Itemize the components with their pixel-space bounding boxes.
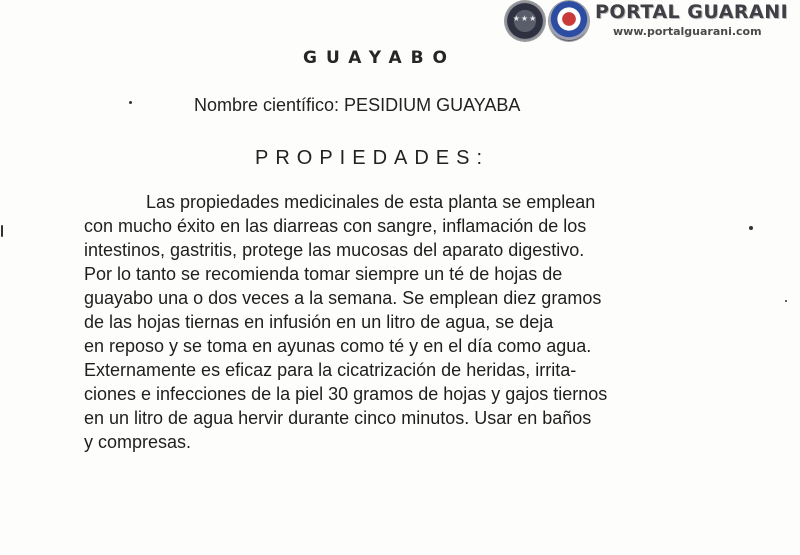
body-line: Por lo tanto se recomienda tomar siempre un té de hojas de (84, 264, 563, 284)
brand-name: PORTAL GUARANI (595, 1, 789, 23)
body-line: ciones e infecciones de la piel 30 gramos de hojas y gajos tiernos (84, 384, 608, 404)
scientific-name: Nombre científico: PESIDIUM GUAYABA (194, 95, 521, 115)
body-line: con mucho éxito en las diarreas con sangre, inflamación de los (84, 216, 587, 236)
body-line: de las hojas tiernas en infusión en un litro de agua, se deja (84, 312, 554, 332)
brand-url: www.portalguarani.com (613, 25, 762, 38)
section-heading: PROPIEDADES: (255, 147, 490, 169)
scan-speck (129, 101, 132, 104)
scan-speck (1, 225, 3, 237)
body-line: Las propiedades medicinales de esta planta se emplean (146, 192, 596, 212)
body-line: en un litro de agua hervir durante cinco minutos. Usar en baños (84, 408, 592, 428)
scan-speck (785, 300, 787, 302)
scan-speck (749, 226, 753, 230)
body-paragraph (84, 190, 704, 454)
seal-emblem-icon (505, 1, 545, 41)
body-line: y compresas. (84, 432, 192, 452)
body-line: Externamente es eficaz para la cicatrización de heridas, irrita- (84, 360, 577, 380)
body-line: intestinos, gastritis, protege las mucosas del aparato digestivo. (84, 240, 585, 260)
body-line: en reposo y se toma en ayunas como té y en el día como agua. (84, 336, 592, 356)
portal-guarani-watermark (505, 0, 795, 46)
flag-emblem-icon (549, 1, 589, 41)
seal-stars: ★★★ (512, 14, 538, 23)
body-line: guayabo una o dos veces a la semana. Se emplean diez gramos (84, 288, 602, 308)
page-title: GUAYABO (303, 48, 457, 68)
